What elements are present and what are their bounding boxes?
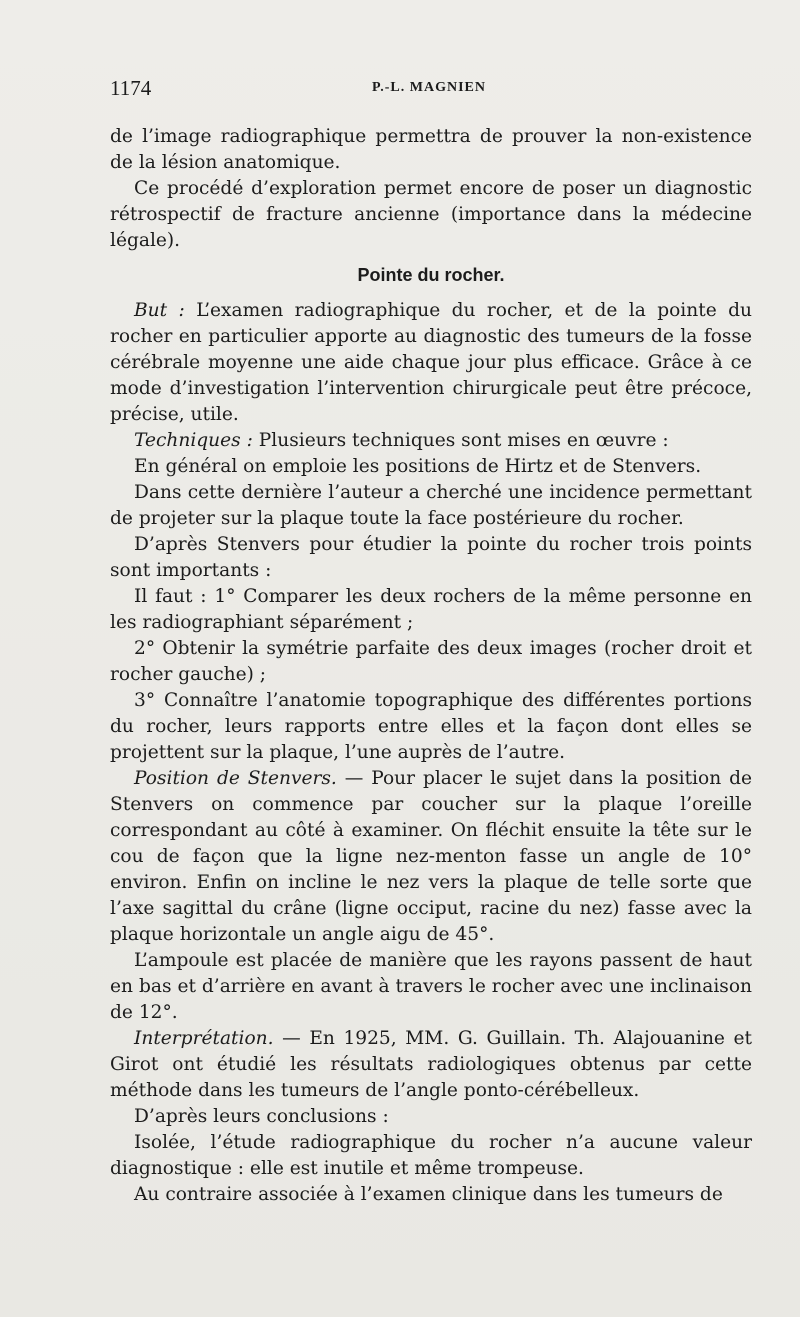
paragraph-text: Plusieurs techniques sont mises en œuvre :: [258, 430, 669, 451]
paragraph: Ce procédé d’exploration permet encore de poser un diagnostic rétrospectif de fracture ancienne (importance dans la médecine légale).: [110, 178, 752, 251]
section-title: Pointe du rocher.: [357, 265, 505, 285]
paragraph: [110, 1026, 752, 1104]
paragraph-lead: Interprétation.: [134, 1028, 274, 1049]
paragraph: Au contraire associée à l’examen clinique dans les tumeurs de: [134, 1184, 723, 1205]
running-head: P.-L. MAGNIEN: [372, 80, 486, 95]
paragraph-lead: But :: [134, 300, 185, 321]
page-number: 1174: [110, 76, 152, 100]
paragraph: [110, 298, 752, 428]
paragraph: [110, 766, 752, 948]
paragraph: Il faut : 1° Comparer les deux rochers de la même personne en les radiographiant séparément ;: [110, 586, 752, 633]
paragraph: [110, 428, 752, 454]
paragraph: 3° Connaître l’anatomie topographique des différentes portions du rocher, leurs rapports entre elles et la façon dont elles se projettent sur la plaque, l’une auprès de l’autre.: [110, 690, 752, 763]
paragraph-text: — Pour placer le sujet dans la position de Stenvers on commence par coucher sur la plaque l’oreille correspondant au côté à examiner. On fléchit ensuite la tête sur le cou de façon que la ligne nez-menton fasse un angle de 10° environ. Enfin on incline le nez vers la plaque de telle sorte que l’axe sagittal du crâne (ligne occiput, racine du nez) fasse avec la plaque horizontale un angle aigu de 45°.: [110, 768, 752, 945]
paragraph-lead: Position de Stenvers.: [134, 768, 337, 789]
paragraph-lead: Techniques :: [134, 430, 253, 451]
paragraph-text: — En 1925, MM. G. Guillain. Th. Alajouanine et Girot ont étudié les résultats radiologiques obtenus par cette méthode dans les tumeurs de l’angle ponto-cérébelleux.: [110, 1028, 752, 1101]
paragraph: D’après leurs conclusions :: [134, 1106, 389, 1127]
paragraph: 2° Obtenir la symétrie parfaite des deux images (rocher droit et rocher gauche) ;: [110, 638, 752, 685]
page-header: [110, 76, 750, 104]
paragraph-text: L’examen radiographique du rocher, et de la pointe du rocher en particulier apporte au diagnostic des tumeurs de la fosse cérébrale moyenne une aide chaque jour plus efficace. Grâce à ce mode d’investigation l’intervention chirurgicale peut être précoce, précise, utile.: [110, 300, 752, 425]
paragraph: de l’image radiographique permettra de prouver la non-existence de la lésion anatomique.: [110, 126, 752, 173]
paragraph: Isolée, l’étude radiographique du rocher n’a aucune valeur diagnostique : elle est inutile et même trompeuse.: [110, 1132, 752, 1179]
paragraph: En général on emploie les positions de Hirtz et de Stenvers.: [134, 456, 702, 477]
paragraph: L’ampoule est placée de manière que les rayons passent de haut en bas et d’arrière en avant à travers le rocher avec une inclinaison de 12°.: [110, 950, 752, 1023]
paragraph: D’après Stenvers pour étudier la pointe du rocher trois points sont importants :: [110, 534, 752, 581]
body-text: [110, 124, 752, 1208]
paragraph: Dans cette dernière l’auteur a cherché une incidence permettant de projeter sur la plaque toute la face postérieure du rocher.: [110, 482, 752, 529]
